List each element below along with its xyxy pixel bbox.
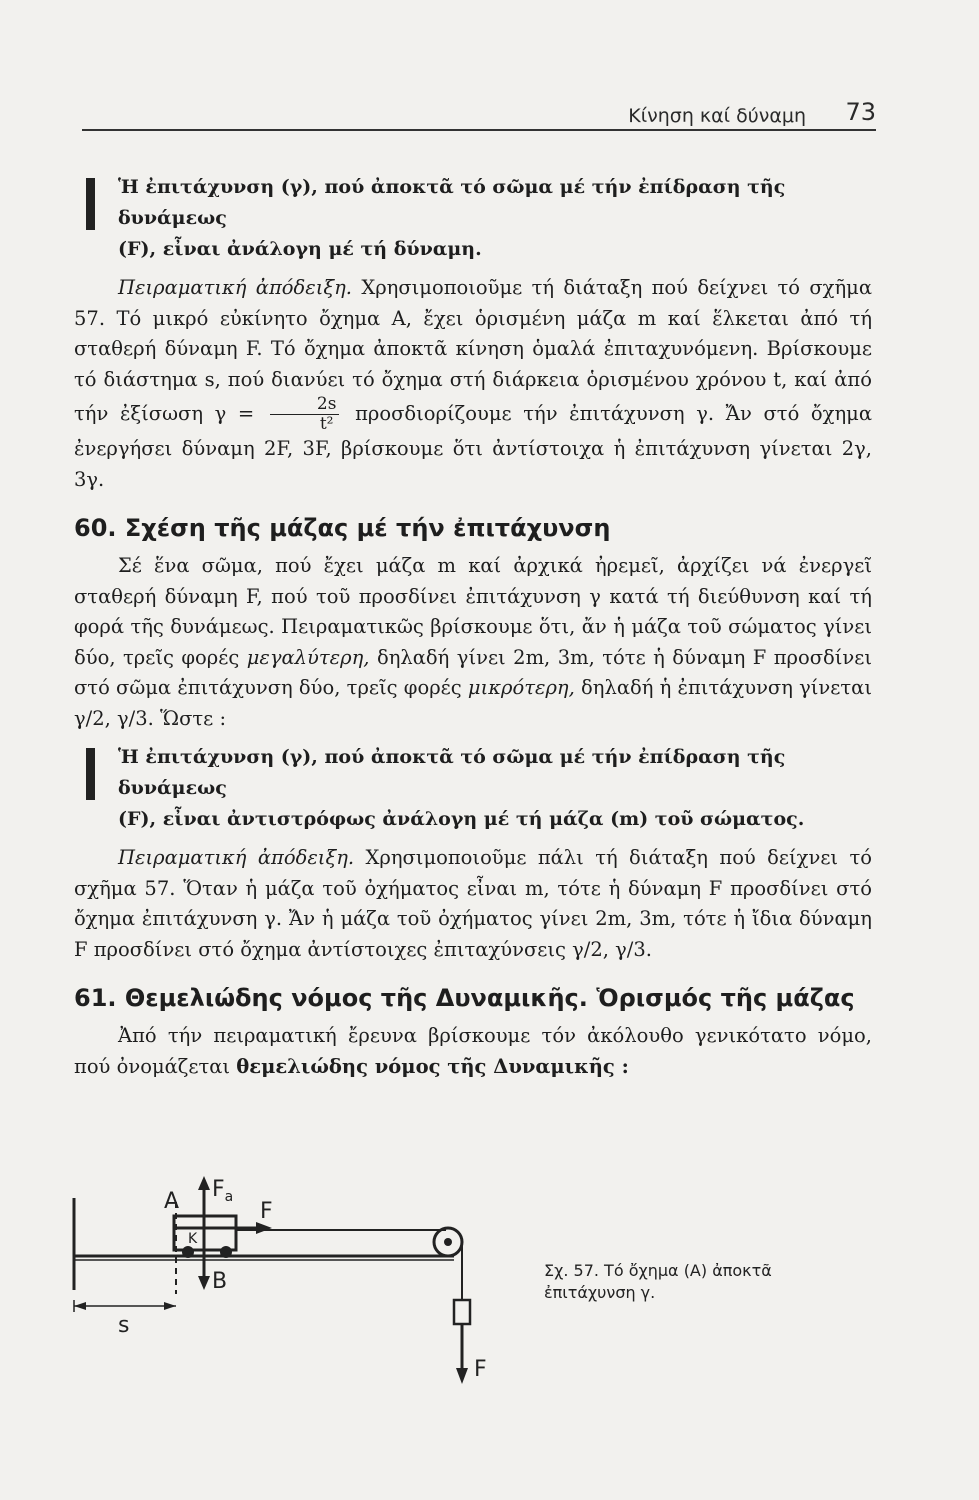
figure-caption bbox=[544, 1260, 844, 1304]
proof2-text: Χρησιμοποιοῦμε πάλι τή διάταξη πού δείχνει τό σχῆμα 57. Ὅταν ἡ μάζα τοῦ ὀχήματος εἶναι m, τότε ἡ δύναμη F προσδίνει στό ὄχημα ἐπιτάχυνση γ. Ἄν ἡ μάζα τοῦ ὀχήματος γίνει 2m, 3m, τότε ἡ ἴδια δύναμη F προσδίνει στό ὄχημα ἀντίστοιχες ἐπιταχύνσεις γ/2, γ/3. bbox=[74, 846, 872, 961]
page-header bbox=[70, 96, 876, 130]
proof-paragraph-1 bbox=[74, 273, 872, 495]
section-60-heading: 60. Σχέση τῆς μάζας μέ τήν ἐπιτάχυνση bbox=[74, 514, 611, 542]
fraction-denominator: t² bbox=[319, 414, 334, 434]
pulley-axle bbox=[444, 1238, 452, 1246]
page-content bbox=[74, 172, 872, 1082]
section60-italic-2: μικρότερη, bbox=[467, 676, 575, 699]
running-title: Κίνηση καί δύναμη bbox=[628, 105, 806, 127]
label-F-top: F bbox=[260, 1199, 273, 1224]
proof1-label: Πειραματική ἀπόδειξη. bbox=[118, 276, 352, 299]
section-61-heading: 61. Θεμελιώδης νόμος τῆς Δυναμικῆς. Ὁρισμός τῆς μάζας bbox=[74, 984, 855, 1012]
label-K: K bbox=[188, 1231, 198, 1247]
hanging-weight bbox=[454, 1300, 470, 1324]
weight-reaction-arrowhead bbox=[198, 1176, 210, 1190]
distance-arrow-right bbox=[164, 1302, 176, 1310]
label-Fa-main: F bbox=[212, 1177, 225, 1202]
cart-wheel-left bbox=[182, 1246, 194, 1258]
proof1-text-b: προσδιορίζουμε τήν ἐπιτάχυνση γ. Ἄν στό ὄχημα ἐνεργήσει δύναμη 2F, 3F, βρίσκουμε ὅτι ἀντίστοιχα ἡ ἐπιτάχυνση γίνεται 2γ, 3γ. bbox=[74, 402, 873, 491]
weight-arrowhead bbox=[198, 1276, 210, 1290]
proof1-text-a: Χρησιμοποιοῦμε τή διάταξη πού δείχνει τό σχῆμα 57. Τό μικρό εὐκίνητο ὄχημα Α, ἔχει ὁρισμένη μάζα m καί ἕλκεται ἀπό τή σταθερή δύναμη F. Τό ὄχημα ἀποκτᾶ κίνηση ὁμαλά ἐπιταχυνόμενη. Βρίσκουμε τό διάστημα s, πού διανύει τό ὄχημα στή διάρκεια ὁρισμένου χρόνου t, καί ἀπό τήν ἐξίσωση γ = bbox=[74, 276, 873, 425]
header-rule bbox=[82, 129, 876, 131]
label-A: A bbox=[164, 1189, 180, 1214]
section61-text: Ἀπό τήν πειραματική ἔρευνα βρίσκουμε τόν ἀκόλουθο γενικότατο νόμο, πού ὀνομάζεται bbox=[74, 1024, 872, 1078]
law1-line1: Ἡ ἐπιτάχυνση (γ), πού ἀποκτᾶ τό σῶμα μέ τήν ἐπίδραση τῆς δυνάμεως bbox=[118, 176, 786, 229]
law1-line2: (F), εἶναι ἀνάλογη μέ τή δύναμη. bbox=[118, 238, 482, 260]
label-B: B bbox=[212, 1269, 228, 1294]
law2-line2: (F), εἶναι ἀντιστρόφως ἀνάλογη μέ τή μάζα (m) τοῦ σώματος. bbox=[118, 808, 805, 830]
proof2-label: Πειραματική ἀπόδειξη. bbox=[118, 846, 355, 869]
hanging-force-arrowhead bbox=[456, 1368, 468, 1384]
caption-line-1: Σχ. 57. Τό ὄχημα (Α) ἀποκτᾶ bbox=[544, 1261, 772, 1280]
label-Fa bbox=[212, 1177, 233, 1205]
figure-57-diagram bbox=[66, 1172, 546, 1392]
formula-fraction bbox=[270, 395, 340, 434]
section61-bold: θεμελιώδης νόμος τῆς Δυναμικῆς : bbox=[236, 1054, 629, 1078]
page-number: 73 bbox=[845, 98, 876, 126]
caption-line-2: ἐπιτάχυνση γ. bbox=[544, 1283, 656, 1302]
law2-line1: Ἡ ἐπιτάχυνση (γ), πού ἀποκτᾶ τό σῶμα μέ τήν ἐπίδραση τῆς δυνάμεως bbox=[118, 746, 786, 799]
law-statement-2 bbox=[74, 742, 872, 835]
section-60-paragraph bbox=[74, 551, 872, 734]
law-marker-bar bbox=[86, 748, 95, 800]
section60-text-a: Σέ ἕνα σῶμα, πού ἔχει μάζα m καί ἀρχικά ἠρεμεῖ, ἀρχίζει νά ἐνεργεῖ σταθερή δύναμη F, πού τοῦ προσδίνει ἐπιτάχυνση γ κατά τή διεύθυνση καί τή φορά τῆς δυνάμεως. Πειραματικῶς βρίσκουμε ὅτι, ἄν ἡ μάζα τοῦ σώματος γίνει δύο, τρεῖς φορές bbox=[74, 554, 872, 669]
fraction-numerator: 2s bbox=[270, 395, 340, 415]
cart-wheel-right bbox=[220, 1246, 232, 1258]
law-marker-bar bbox=[86, 178, 95, 230]
label-F-bottom: F bbox=[474, 1357, 487, 1382]
section60-text-b: δηλαδή γίνει 2m, 3m, τότε ἡ δύναμη F προσδίνει στό σῶμα ἐπιτάχυνση δύο, τρεῖς φορές bbox=[74, 645, 873, 699]
section60-text-c: δηλαδή ἡ ἐπιτάχυνση γίνεται γ/2, γ/3. Ὥστε : bbox=[74, 676, 872, 730]
section60-italic-1: μεγαλύτερη, bbox=[246, 645, 370, 669]
law-statement-1 bbox=[74, 172, 872, 265]
label-s: s bbox=[118, 1313, 130, 1338]
proof-paragraph-2 bbox=[74, 843, 872, 965]
label-Fa-subscript: a bbox=[224, 1189, 234, 1205]
section-61-paragraph bbox=[74, 1021, 872, 1082]
distance-arrow-left bbox=[74, 1302, 86, 1310]
